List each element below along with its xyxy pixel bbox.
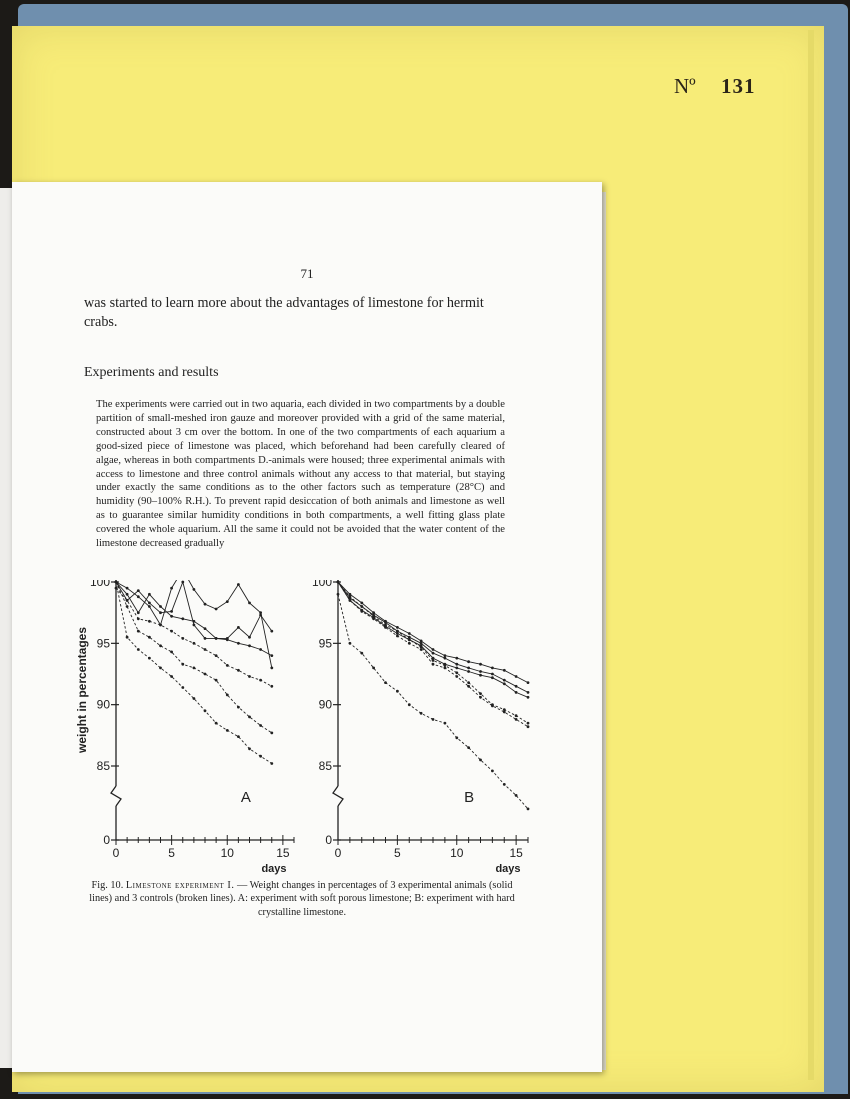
panel-a-series-1-point — [170, 587, 173, 590]
previous-page-edge — [0, 188, 12, 1068]
panel-a-series-1-point — [259, 611, 262, 614]
panel-b-series-5-point — [467, 685, 470, 688]
panel-b-series-5-point — [455, 675, 458, 678]
panel-a-series-3-point — [248, 644, 251, 647]
panel-b-series-4-point — [420, 646, 423, 649]
panel-a-series-5-point — [215, 679, 218, 682]
panel-a-series-6-point — [181, 686, 184, 689]
panel-a-series-6-point — [193, 697, 196, 700]
panel-b-series-3-point — [479, 674, 482, 677]
panel-a-series-6-point — [137, 648, 140, 651]
panel-a-series-3-point — [259, 648, 262, 651]
panel-b-series-6-point — [491, 770, 494, 773]
panel-a-series-2-point — [259, 614, 262, 617]
panel-b-series-5-point — [384, 626, 387, 629]
panel-a-series-5-point — [226, 694, 229, 697]
panel-b-series-1-point — [444, 654, 447, 657]
panel-b-series-1-line — [338, 582, 528, 683]
panel-a-series-2-point — [237, 626, 240, 629]
panel-a-series-6-point — [270, 762, 273, 765]
panel-a-series-1-point — [204, 603, 207, 606]
panel-b-series-2-point — [420, 642, 423, 645]
panel-a-series-3-point — [215, 637, 218, 640]
number-value: 131 — [720, 74, 756, 98]
folder-number-label — [674, 74, 755, 99]
panel-a-series-4-point — [181, 637, 184, 640]
panel-b-series-6-point — [420, 712, 423, 715]
panel-a-series-6-point — [204, 709, 207, 712]
panel-b-series-1-point — [479, 663, 482, 666]
panel-a-series-3-point — [148, 593, 151, 596]
figure-caption — [86, 879, 518, 919]
panel-a-series-4-point — [126, 599, 129, 602]
panel-a-series-6-point — [170, 675, 173, 678]
panel-b-series-3-point — [491, 676, 494, 679]
intro-paragraph: was started to learn more about the advantages of limestone for hermit crabs. — [84, 295, 484, 330]
panel-b-series-4-point — [408, 638, 411, 641]
panel-b-series-5-point — [432, 663, 435, 666]
panel-b-series-6-line — [338, 594, 528, 809]
panel-b-series-5-point — [420, 648, 423, 651]
panel-b-series-3-point — [503, 682, 506, 685]
panel-b-series-4-point — [372, 615, 375, 618]
panel-b-series-3-point — [455, 667, 458, 670]
panel-b-series-5-point — [527, 725, 530, 728]
panel-b-series-4-point — [455, 671, 458, 674]
panel-b-series-5-point — [444, 667, 447, 670]
weight-change-chart — [64, 580, 534, 875]
panel-b-series-4-point — [384, 624, 387, 627]
panel-a-series-6-point — [215, 722, 218, 725]
panel-b-x-tick-label: 15 — [509, 846, 523, 860]
panel-b-y-tick-label: 95 — [318, 636, 332, 651]
panel-b-series-1-point — [396, 626, 399, 629]
panel-a-series-3-point — [181, 617, 184, 620]
panel-b-series-5-point — [349, 599, 352, 602]
panel-a-axis-break — [111, 786, 121, 806]
panel-a-series-1-point — [148, 605, 151, 608]
panel-b-series-6-point — [479, 759, 482, 762]
number-symbol: Nº — [674, 74, 696, 98]
panel-a-series-4-point — [270, 685, 273, 688]
panel-b-series-6-point — [503, 783, 506, 786]
panel-b-series-1-point — [503, 669, 506, 672]
panel-a-series-4-point — [215, 654, 218, 657]
panel-a-series-2-point — [204, 637, 207, 640]
panel-a-series-5-point — [170, 651, 173, 654]
panel-a-series-6-line — [116, 582, 272, 764]
panel-a-panel-label: A — [240, 789, 251, 806]
panel-a-y-label: weight in percentages — [75, 626, 89, 754]
panel-b-series-6-point — [337, 593, 340, 596]
panel-a-series-3-point — [137, 611, 140, 614]
paper-page — [12, 182, 602, 1072]
panel-b-series-6-point — [349, 642, 352, 645]
panel-a-y-tick-label: 85 — [96, 759, 110, 773]
panel-b-series-3-point — [515, 691, 518, 694]
panel-b-series-1-point — [372, 611, 375, 614]
panel-a-series-4-point — [193, 642, 196, 645]
panel-b-y-tick-label: 90 — [318, 697, 332, 712]
panel-b-series-4-point — [444, 664, 447, 667]
panel-a-series-3-point — [237, 642, 240, 645]
panel-a-series-1-point — [126, 587, 129, 590]
panel-a-series-4-point — [248, 675, 251, 678]
panel-a-series-4-point — [226, 664, 229, 667]
panel-b-series-4-point — [349, 595, 352, 598]
panel-a-series-5-point — [181, 663, 184, 666]
panel-b-series-4-point — [360, 605, 363, 608]
panel-a-series-2-point — [159, 611, 162, 614]
panel-b-series-2-point — [408, 636, 411, 639]
panel-b-series-1-point — [467, 660, 470, 663]
panel-b-series-2-point — [527, 691, 530, 694]
panel-a-series-4-point — [137, 617, 140, 620]
panel-b-series-2-point — [384, 621, 387, 624]
panel-a-series-6-point — [159, 667, 162, 670]
panel-a-series-5-point — [259, 724, 262, 727]
panel-a-x-label: days — [261, 863, 287, 875]
panel-a-y-tick-label-zero: 0 — [103, 833, 110, 847]
panel-b-series-2-point — [455, 663, 458, 666]
panel-b-series-6-point — [396, 690, 399, 693]
panel-a-series-2-point — [193, 624, 196, 627]
panel-b-series-5-point — [408, 642, 411, 645]
panel-b-series-3-point — [396, 632, 399, 635]
panel-b-series-6-point — [515, 794, 518, 797]
panel-b-series-1-point — [491, 667, 494, 670]
panel-b-series-2-point — [491, 673, 494, 676]
panel-a-series-4-point — [148, 620, 151, 623]
page-number: 71 — [300, 266, 314, 281]
panel-a-series-2-point — [181, 581, 184, 584]
panel-a-series-1-point — [193, 588, 196, 591]
panel-a-series-5-point — [126, 605, 129, 608]
panel-b-series-4-point — [515, 714, 518, 717]
panel-a-series-6-point — [148, 657, 151, 660]
panel-a-series-3-point — [204, 627, 207, 630]
panel-a-series-6-point — [248, 747, 251, 750]
panel-a-x-tick-label: 10 — [220, 846, 234, 860]
panel-b-series-2-line — [338, 582, 528, 692]
caption-fig-label: Fig. 10. — [91, 880, 124, 891]
caption-title: Limestone experiment I. — [125, 880, 235, 891]
panel-b-x-tick-label: 5 — [394, 846, 401, 860]
panel-a-series-1-point — [270, 667, 273, 670]
panel-a-series-6-point — [259, 755, 262, 758]
panel-b-series-6-point — [360, 652, 363, 655]
caption-text: — Weight changes in percentages of 3 experimental animals (solid lines) and 3 controls (broken lines). A: experiment with soft porous limestone; B: experiment with hard crystalline limestone. — [89, 880, 515, 918]
panel-a-series-1-point — [226, 600, 229, 603]
panel-a-series-5-point — [159, 644, 162, 647]
panel-a-series-5-point — [237, 706, 240, 709]
panel-b-series-6-point — [432, 718, 435, 721]
panel-a-series-5-point — [148, 636, 151, 639]
panel-a-series-2-point — [270, 630, 273, 633]
panel-b-series-6-point — [444, 722, 447, 725]
panel-a-series-2-point — [148, 602, 151, 605]
panel-b-series-6-point — [455, 736, 458, 739]
panel-a-series-2-point — [248, 636, 251, 639]
panel-b-series-1-point — [408, 632, 411, 635]
panel-b-series-4-point — [467, 681, 470, 684]
panel-b-series-5-point — [337, 581, 340, 584]
panel-a-series-2-point — [137, 589, 140, 592]
panel-b-series-5-point — [372, 617, 375, 620]
panel-b-series-2-point — [503, 679, 506, 682]
panel-b-series-1-point — [360, 602, 363, 605]
panel-a-series-6-point — [126, 636, 129, 639]
panel-b-x-label: days — [495, 863, 521, 875]
panel-a-series-6-point — [115, 581, 118, 584]
panel-b-series-2-point — [444, 657, 447, 660]
panel-b-series-2-point — [467, 667, 470, 670]
panel-a-x-tick-label: 15 — [276, 846, 290, 860]
panel-a-x-tick-label: 5 — [168, 846, 175, 860]
panel-a-series-5-point — [137, 630, 140, 633]
panel-b-y-tick-label: 85 — [318, 759, 332, 773]
body-paragraph: The experiments were carried out in two aquaria, each divided in two compartments by a double partition of small-meshed iron gauze and moreover provided with a grid of the same material, constructed about 3 cm over the bottom. In one of the two compartments of each aquarium a good-sized piece of limestone was placed, which beforehand had been carefully cleared of algae, whereas in both compartments D.-animals were housed; three experimental animals with access to limestone and three control animals without any access to that material, but staying under exactly the same conditions as to the other factors such as temperature (28°C) and humidity (90–100% R.H.). To prevent rapid desiccation of both animals and limestone as well as to guarantee similar humidity conditions in both compartments, a well fitting glass plate covered the whole aquarium. All the same it could not be avoided that the water content of the limestone decreased gradually — [96, 399, 505, 550]
panel-b-series-1-point — [455, 657, 458, 660]
panel-a-series-1-point — [248, 602, 251, 605]
panel-b-series-4-point — [527, 722, 530, 725]
panel-b-series-6-point — [408, 703, 411, 706]
panel-a-y-tick-label: 90 — [96, 697, 110, 712]
panel-b-series-1-point — [349, 593, 352, 596]
panel-b-series-5-point — [503, 711, 506, 714]
panel-b-y-tick-label: 100 — [311, 580, 332, 589]
panel-a-series-5-line — [116, 582, 272, 733]
panel-b-series-4-point — [396, 630, 399, 633]
panel-a-series-3-point — [193, 620, 196, 623]
panel-a-series-4-point — [204, 648, 207, 651]
panel-a-series-6-point — [226, 729, 229, 732]
panel-b-series-5-point — [515, 718, 518, 721]
panel-a-series-3-point — [159, 605, 162, 608]
panel-a-series-5-point — [270, 732, 273, 735]
panel-b-series-5-point — [479, 696, 482, 699]
panel-b-axis-break — [333, 786, 343, 806]
panel-b-series-6-point — [372, 667, 375, 670]
panel-b-series-6-point — [527, 808, 530, 811]
panel-b-series-2-point — [515, 685, 518, 688]
panel-b-panel-label: B — [464, 789, 475, 806]
panel-b-series-2-point — [432, 652, 435, 655]
panel-a-y-tick-label: 95 — [96, 636, 110, 651]
panel-b-series-2-point — [479, 670, 482, 673]
panel-a-series-2-point — [170, 610, 173, 613]
panel-b-series-5-point — [491, 705, 494, 708]
panel-a-series-5-point — [248, 716, 251, 719]
panel-b-series-3-line — [338, 582, 528, 697]
panel-a-series-3-point — [270, 654, 273, 657]
panel-b-series-1-point — [432, 648, 435, 651]
panel-a-series-1-point — [215, 608, 218, 611]
section-heading: Experiments and results — [84, 365, 219, 380]
panel-b-series-3-point — [527, 696, 530, 699]
panel-b-series-3-point — [467, 670, 470, 673]
panel-a-series-3-point — [170, 615, 173, 618]
panel-b-x-tick-label: 0 — [334, 846, 342, 860]
panel-b-series-4-point — [479, 692, 482, 695]
panel-b-series-4-point — [503, 708, 506, 711]
panel-b-series-1-point — [515, 675, 518, 678]
panel-a-y-tick-label: 100 — [89, 580, 110, 589]
panel-b-series-6-point — [384, 681, 387, 684]
panel-b-series-1-point — [420, 640, 423, 643]
panel-a-series-4-point — [259, 679, 262, 682]
panel-b-y-tick-label-zero: 0 — [325, 833, 332, 847]
panel-a-series-1-point — [237, 583, 240, 586]
panel-a-series-5-point — [193, 667, 196, 670]
figure-10 — [64, 580, 534, 880]
panel-b-series-1-point — [527, 681, 530, 684]
panel-a-x-tick-label: 0 — [112, 846, 120, 860]
panel-b-series-5-point — [396, 635, 399, 638]
folder-edge — [808, 30, 814, 1080]
panel-b-series-4-point — [432, 659, 435, 662]
panel-a-series-4-point — [159, 624, 162, 627]
panel-a-series-4-point — [170, 630, 173, 633]
panel-a-series-3-point — [126, 593, 129, 596]
panel-a-series-5-point — [204, 673, 207, 676]
panel-a-series-3-point — [226, 638, 229, 641]
panel-a-series-6-point — [237, 735, 240, 738]
panel-b-series-5-point — [360, 610, 363, 613]
panel-b-series-6-point — [467, 746, 470, 749]
panel-b-x-tick-label: 10 — [450, 846, 464, 860]
panel-a-series-1-point — [137, 595, 140, 598]
panel-a-series-4-point — [237, 669, 240, 672]
